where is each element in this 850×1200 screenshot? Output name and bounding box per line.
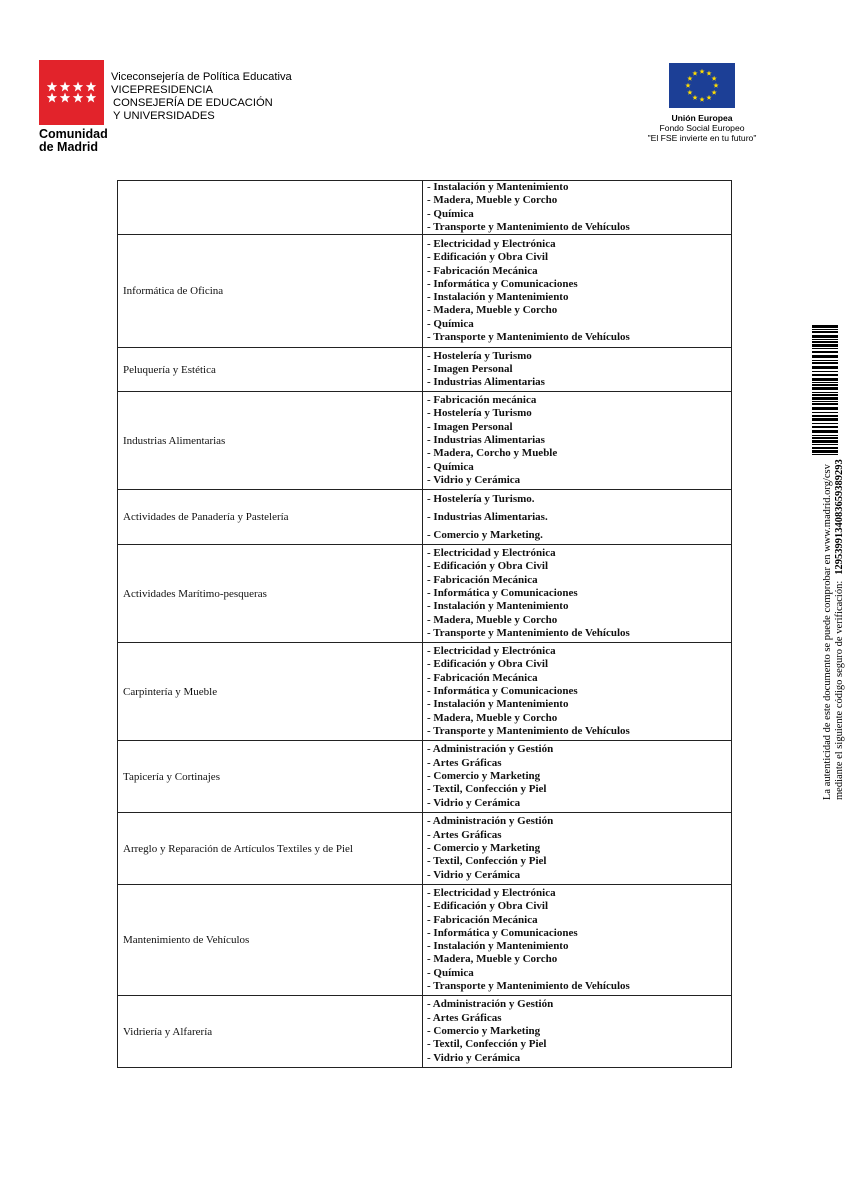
table-row — [118, 813, 732, 885]
org-name-line1: Comunidad — [39, 127, 108, 141]
qualification-title: Arreglo y Reparación de Artículos Textiles y de Piel — [118, 813, 423, 885]
verification-note — [822, 460, 846, 800]
table-row — [118, 741, 732, 813]
family-item: - Administración y Gestión — [427, 743, 554, 756]
family-item: - Instalación y Mantenimiento — [427, 291, 569, 304]
family-item: - Comercio y Marketing. — [427, 529, 543, 542]
qualification-title: Informática de Oficina — [118, 235, 423, 348]
family-item: - Artes Gráficas — [427, 756, 502, 769]
eu-fund: Fondo Social Europeo — [659, 123, 745, 133]
qualification-title: Tapicería y Cortinajes — [118, 741, 423, 813]
family-item: - Textil, Confección y Piel — [427, 783, 547, 796]
qualification-title: Mantenimiento de Vehículos — [118, 885, 423, 996]
family-item: - Instalación y Mantenimiento — [427, 940, 569, 953]
family-item: - Vidrio y Cerámica — [427, 1051, 521, 1064]
verification-code: 1295399134083659389293 — [834, 459, 845, 575]
family-item: - Vidrio y Cerámica — [427, 473, 521, 486]
family-item: - Textil, Confección y Piel — [427, 855, 547, 868]
qualification-title: Actividades de Panadería y Pastelería — [118, 490, 423, 545]
professional-families — [423, 348, 732, 392]
family-item: - Hostelería y Turismo — [427, 407, 532, 420]
family-item: - Industrias Alimentarias. — [427, 511, 548, 524]
professional-families — [423, 490, 732, 545]
family-item: - Industrias Alimentarias — [427, 376, 545, 389]
family-item: - Imagen Personal — [427, 363, 513, 376]
family-item: - Hostelería y Turismo. — [427, 493, 535, 506]
org-name-line2: de Madrid — [39, 140, 99, 154]
family-item: - Imagen Personal — [427, 420, 513, 433]
professional-families — [423, 885, 732, 996]
family-item: - Vidrio y Cerámica — [427, 796, 521, 809]
department-heading — [111, 71, 292, 123]
table-row — [118, 348, 732, 392]
family-item: - Instalación y Mantenimiento — [427, 698, 569, 711]
madrid-stars-icon — [39, 60, 104, 125]
qualifications-table — [117, 180, 732, 1068]
family-item: - Transporte y Mantenimiento de Vehículos — [427, 980, 630, 993]
verification-line2: mediante el siguiente código seguro de verificación: — [834, 580, 845, 800]
family-item: - Fabricación Mecánica — [427, 913, 538, 926]
family-item: - Instalación y Mantenimiento — [427, 181, 569, 193]
family-item: - Informática y Comunicaciones — [427, 587, 578, 600]
family-item: - Comercio y Marketing — [427, 1025, 541, 1038]
family-item: - Transporte y Mantenimiento de Vehículos — [427, 724, 630, 737]
family-item: - Madera, Mueble y Corcho — [427, 304, 558, 317]
comunidad-de-madrid-logo — [39, 60, 104, 125]
family-item: - Edificación y Obra Civil — [427, 251, 548, 264]
family-item: - Textil, Confección y Piel — [427, 1038, 547, 1051]
table-row — [118, 885, 732, 996]
qualification-title: Vidriería y Alfarería — [118, 996, 423, 1068]
barcode-icon — [812, 325, 838, 455]
family-item: - Comercio y Marketing — [427, 770, 541, 783]
family-item: - Industrias Alimentarias — [427, 434, 545, 447]
family-item: - Transporte y Mantenimiento de Vehículos — [427, 626, 630, 639]
family-item: - Fabricación Mecánica — [427, 264, 538, 277]
dept-line: CONSEJERÍA DE EDUCACIÓN — [113, 97, 273, 109]
family-item: - Administración y Gestión — [427, 815, 554, 828]
professional-families — [423, 235, 732, 348]
family-item: - Fabricación Mecánica — [427, 573, 538, 586]
table-row — [118, 181, 732, 235]
family-item: - Instalación y Mantenimiento — [427, 600, 569, 613]
eu-slogan: "El FSE invierte en tu futuro" — [647, 133, 757, 143]
family-item: - Edificación y Obra Civil — [427, 658, 548, 671]
org-name — [39, 128, 108, 154]
family-item: - Edificación y Obra Civil — [427, 900, 548, 913]
professional-families — [423, 181, 732, 235]
eu-stars-icon — [669, 63, 735, 108]
family-item: - Electricidad y Electrónica — [427, 887, 556, 899]
family-item: - Fabricación Mecánica — [427, 671, 538, 684]
qualification-title: Peluquería y Estética — [118, 348, 423, 392]
professional-families — [423, 996, 732, 1068]
family-item: - Química — [427, 966, 474, 979]
table-row — [118, 643, 732, 741]
family-item: - Madera, Mueble y Corcho — [427, 194, 558, 207]
professional-families — [423, 545, 732, 643]
family-item: - Administración y Gestión — [427, 998, 554, 1011]
family-item: - Fabricación mecánica — [427, 394, 537, 407]
qualification-title: Carpintería y Mueble — [118, 643, 423, 741]
eu-caption — [620, 113, 784, 143]
qualification-title: Actividades Marítimo-pesqueras — [118, 545, 423, 643]
family-item: - Madera, Mueble y Corcho — [427, 613, 558, 626]
family-item: - Informática y Comunicaciones — [427, 926, 578, 939]
professional-families — [423, 813, 732, 885]
table-row — [118, 996, 732, 1068]
dept-line: VICEPRESIDENCIA — [111, 84, 213, 96]
professional-families — [423, 643, 732, 741]
family-item: - Comercio y Marketing — [427, 842, 541, 855]
dept-line: Viceconsejería de Política Educativa — [111, 71, 292, 83]
professional-families — [423, 741, 732, 813]
family-item: - Química — [427, 207, 474, 220]
family-item: - Informática y Comunicaciones — [427, 685, 578, 698]
family-item: - Madera, Mueble y Corcho — [427, 953, 558, 966]
eu-title: Unión Europea — [671, 113, 733, 123]
family-item: - Electricidad y Electrónica — [427, 645, 556, 658]
family-item: - Artes Gráficas — [427, 1011, 502, 1024]
family-item: - Vidrio y Cerámica — [427, 868, 521, 881]
family-item: - Madera, Corcho y Mueble — [427, 447, 558, 460]
family-item: - Madera, Mueble y Corcho — [427, 711, 558, 724]
professional-families — [423, 392, 732, 490]
family-item: - Química — [427, 460, 474, 473]
table-row — [118, 545, 732, 643]
family-item: - Edificación y Obra Civil — [427, 560, 548, 573]
table-row — [118, 235, 732, 348]
family-item: - Informática y Comunicaciones — [427, 277, 578, 290]
qualification-title: Industrias Alimentarias — [118, 392, 423, 490]
family-item: - Transporte y Mantenimiento de Vehículos — [427, 331, 630, 344]
qualification-title — [118, 181, 423, 235]
table-row — [118, 392, 732, 490]
dept-line: Y UNIVERSIDADES — [113, 110, 215, 122]
family-item: - Química — [427, 317, 474, 330]
family-item: - Electricidad y Electrónica — [427, 547, 556, 560]
eu-flag-icon — [669, 63, 735, 108]
family-item: - Hostelería y Turismo — [427, 349, 532, 362]
table-row — [118, 490, 732, 545]
verification-line1: La autenticidad de este documento se puede comprobar en www.madrid.org/csv — [822, 464, 833, 800]
family-item: - Electricidad y Electrónica — [427, 238, 556, 250]
family-item: - Artes Gráficas — [427, 828, 502, 841]
family-item: - Transporte y Mantenimiento de Vehículos — [427, 220, 630, 233]
